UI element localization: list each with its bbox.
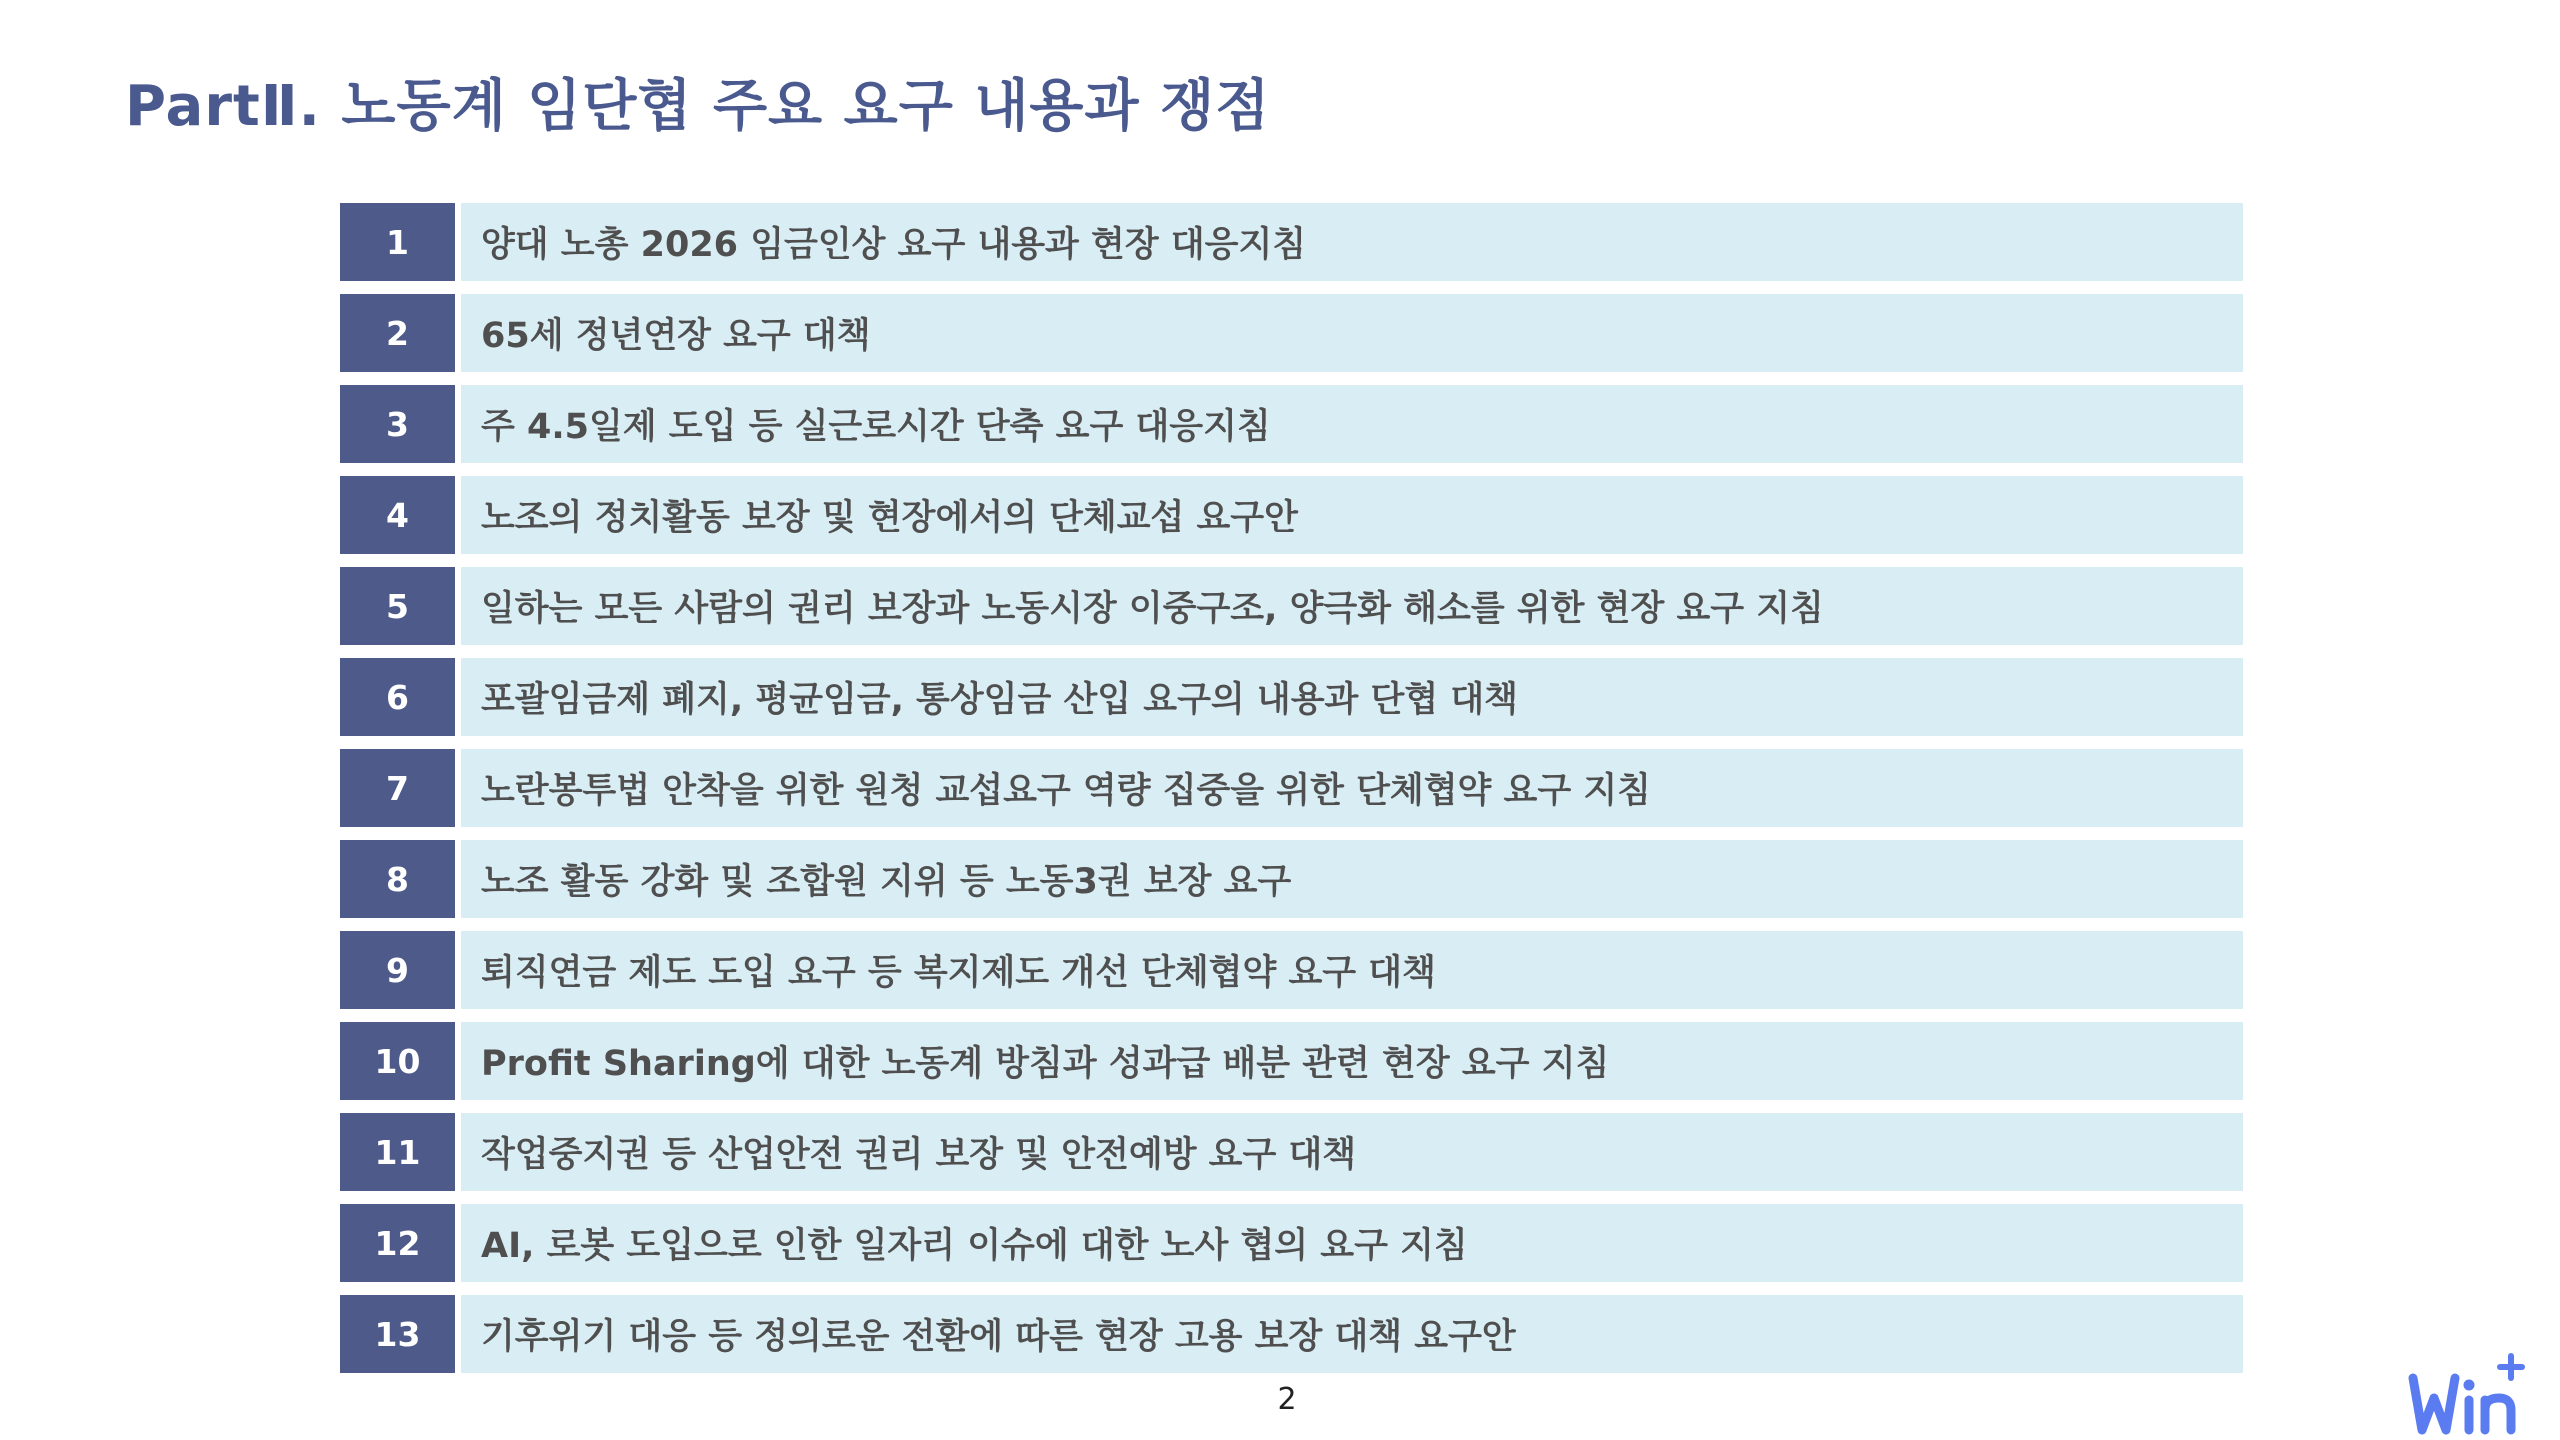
agenda-row: [340, 567, 2243, 645]
page-number: 2: [1277, 1382, 1297, 1417]
agenda-row: [340, 1022, 2243, 1100]
agenda-text: Profit Sharing에 대한 노동계 방침과 성과급 배분 관련 현장 요구 지침: [461, 1022, 2243, 1100]
agenda-text: 일하는 모든 사람의 권리 보장과 노동시장 이중구조, 양극화 해소를 위한 현장 요구 지침: [461, 567, 2243, 645]
agenda-text: 65세 정년연장 요구 대책: [461, 294, 2243, 372]
agenda-number: 11: [340, 1113, 455, 1191]
agenda-row: [340, 476, 2243, 554]
agenda-text: 포괄임금제 폐지, 평균임금, 통상임금 산입 요구의 내용과 단협 대책: [461, 658, 2243, 736]
agenda-text: AI, 로봇 도입으로 인한 일자리 이슈에 대한 노사 협의 요구 지침: [461, 1204, 2243, 1282]
agenda-row: [340, 840, 2243, 918]
agenda-text: 퇴직연금 제도 도입 요구 등 복지제도 개선 단체협약 요구 대책: [461, 931, 2243, 1009]
agenda-row: [340, 1113, 2243, 1191]
agenda-text: 작업중지권 등 산업안전 권리 보장 및 안전예방 요구 대책: [461, 1113, 2243, 1191]
agenda-text: 노조의 정치활동 보장 및 현장에서의 단체교섭 요구안: [461, 476, 2243, 554]
agenda-row: [340, 749, 2243, 827]
agenda-number: 7: [340, 749, 455, 827]
agenda-number: 5: [340, 567, 455, 645]
agenda-number: 2: [340, 294, 455, 372]
agenda-number: 12: [340, 1204, 455, 1282]
plus-icon: [2500, 1356, 2522, 1378]
agenda-number: 10: [340, 1022, 455, 1100]
agenda-number: 3: [340, 385, 455, 463]
agenda-row: [340, 1295, 2243, 1373]
agenda-number: 6: [340, 658, 455, 736]
agenda-text: 노란봉투법 안착을 위한 원청 교섭요구 역량 집중을 위한 단체협약 요구 지침: [461, 749, 2243, 827]
agenda-row: [340, 203, 2243, 281]
agenda-row: [340, 1204, 2243, 1282]
agenda-number: 1: [340, 203, 455, 281]
page-title: PartⅡ. 노동계 임단협 주요 요구 내용과 쟁점: [125, 74, 1271, 139]
agenda-text: 양대 노총 2026 임금인상 요구 내용과 현장 대응지침: [461, 203, 2243, 281]
agenda-number: 8: [340, 840, 455, 918]
win-plus-logo: [2405, 1348, 2525, 1438]
agenda-list: [340, 203, 2243, 1386]
agenda-number: 4: [340, 476, 455, 554]
agenda-number: 13: [340, 1295, 455, 1373]
agenda-text: 주 4.5일제 도입 등 실근로시간 단축 요구 대응지침: [461, 385, 2243, 463]
agenda-row: [340, 931, 2243, 1009]
agenda-text: 기후위기 대응 등 정의로운 전환에 따른 현장 고용 보장 대책 요구안: [461, 1295, 2243, 1373]
agenda-row: [340, 658, 2243, 736]
agenda-number: 9: [340, 931, 455, 1009]
agenda-text: 노조 활동 강화 및 조합원 지위 등 노동3권 보장 요구: [461, 840, 2243, 918]
agenda-row: [340, 294, 2243, 372]
agenda-row: [340, 385, 2243, 463]
